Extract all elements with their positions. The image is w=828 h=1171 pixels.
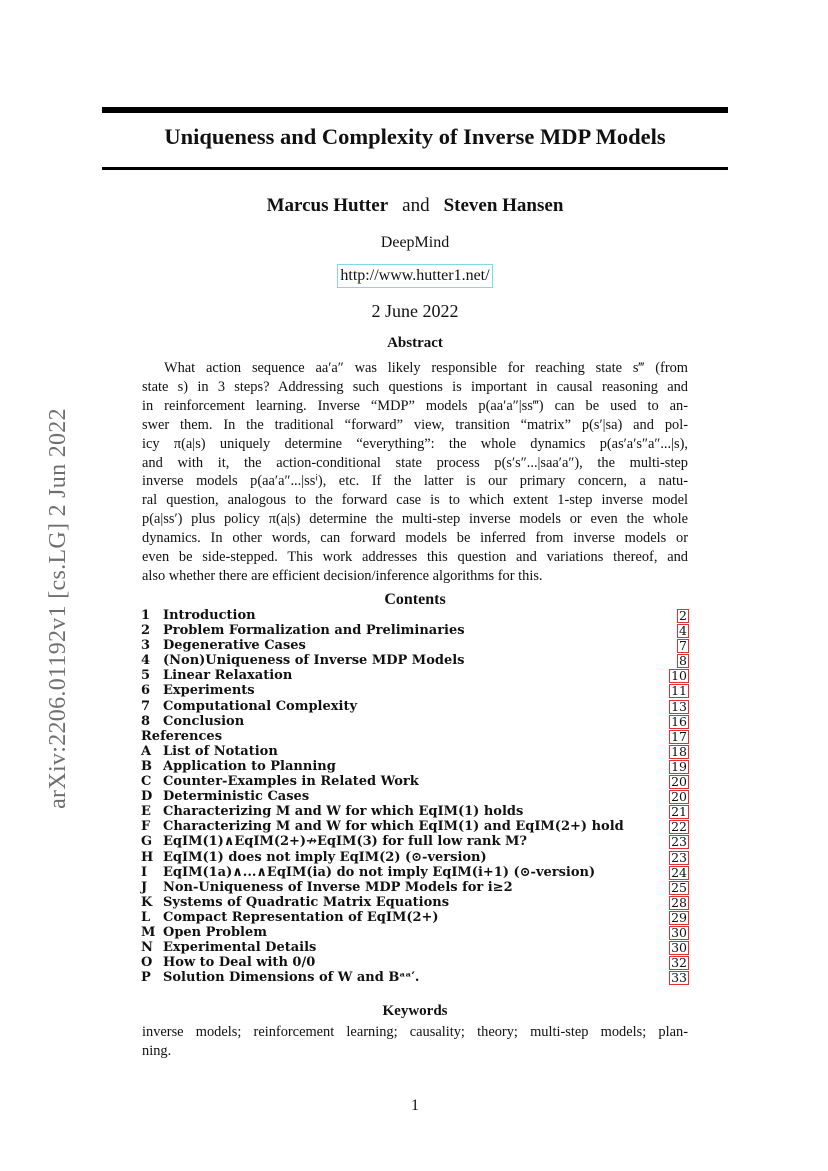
- toc-number: O: [141, 955, 153, 971]
- toc-entry[interactable]: [141, 699, 689, 714]
- toc-title: Application to Planning: [163, 758, 336, 774]
- toc-title: Introduction: [163, 608, 256, 623]
- toc-title: Characterizing M and W for which EqIM(1) and EqIM(2+) hold: [163, 819, 624, 835]
- toc-title: (Non)Uniqueness of Inverse MDP Models: [163, 653, 465, 669]
- toc-page-link[interactable]: 23: [671, 849, 687, 865]
- toc-page-link[interactable]: 4: [679, 623, 687, 639]
- abstract-line: also whether there are efficient decision/inference algorithms for this.: [142, 567, 543, 584]
- toc-page-link[interactable]: 30: [671, 924, 687, 940]
- abstract-heading: Abstract: [387, 335, 443, 351]
- toc-title: Non-Uniqueness of Inverse MDP Models for i≥2: [163, 879, 513, 895]
- abstract-line: dynamics. In other words, can forward models be inferred from inverse models or: [142, 530, 688, 547]
- abstract-line: p(a|ss′) plus policy π(a|s) determine the multi-step inverse models or even the whole: [142, 511, 688, 528]
- abstract-line: inverse models p(aa′a″...|ssⁱ), etc. If the latter is our primary concern, a natu-: [142, 473, 688, 490]
- toc-title: Experiments: [163, 683, 255, 699]
- toc-page-link[interactable]: 19: [671, 758, 687, 774]
- toc-entry[interactable]: [141, 955, 689, 970]
- author-line: [102, 195, 728, 217]
- toc-title: Open Problem: [163, 924, 268, 940]
- toc-number: L: [141, 909, 151, 925]
- keywords-line: ning.: [142, 1043, 172, 1059]
- toc-title: Solution Dimensions of W and Bᵃᵃ′.: [163, 970, 420, 986]
- toc-page-link[interactable]: 17: [671, 728, 687, 744]
- toc-title: EqIM(1a)∧...∧EqIM(ia) do not imply EqIM(i+1) (⊙-version): [163, 864, 596, 880]
- toc-entry[interactable]: [141, 895, 689, 910]
- keywords-heading: Keywords: [382, 1003, 448, 1019]
- toc-title: EqIM(1)∧EqIM(2+)↛EqIM(3) for full low rank M?: [163, 834, 527, 850]
- table-of-contents: [141, 608, 689, 985]
- toc-title: Experimental Details: [163, 940, 317, 956]
- toc-number: F: [141, 819, 151, 835]
- abstract-line: and with it, the action-conditional state process p(s′s″...|saa′a″), the multi-step: [142, 454, 688, 471]
- toc-number: N: [141, 940, 153, 956]
- toc-page-link[interactable]: 30: [671, 940, 687, 956]
- toc-page-link[interactable]: 25: [671, 879, 687, 895]
- toc-number: E: [141, 804, 151, 820]
- toc-page-link[interactable]: 33: [671, 970, 687, 986]
- homepage-link[interactable]: http://www.hutter1.net/: [337, 264, 492, 288]
- toc-page-link[interactable]: 16: [671, 713, 687, 729]
- toc-page-link[interactable]: 29: [671, 909, 687, 925]
- title-rule-bottom: [102, 167, 728, 170]
- toc-title: Conclusion: [163, 713, 245, 729]
- abstract-line: ral question, analogous to the forward case is to which extent 1-step inverse model: [142, 492, 688, 509]
- toc-page-link[interactable]: 24: [671, 864, 687, 880]
- toc-entry[interactable]: [141, 668, 689, 683]
- toc-page-link[interactable]: 8: [679, 653, 687, 669]
- toc-page-link[interactable]: 32: [671, 955, 687, 971]
- affiliation: DeepMind: [380, 234, 450, 251]
- toc-title: Degenerative Cases: [163, 638, 306, 654]
- keywords-line: inverse models; reinforcement learning; causality; theory; multi-step models; plan-: [142, 1024, 688, 1040]
- toc-title: EqIM(1) does not imply EqIM(2) (⊙-version): [163, 849, 487, 865]
- toc-number: B: [141, 758, 152, 774]
- toc-page-link[interactable]: 7: [679, 638, 687, 654]
- abstract-line: swer them. In the traditional “forward” view, transition “matrix” p(s′|sa) and pol-: [142, 416, 688, 433]
- toc-page-link[interactable]: 23: [671, 834, 687, 850]
- toc-number: J: [141, 879, 148, 895]
- abstract-line: even be side-stepped. This work addresses this question and variations thereof, and: [142, 549, 688, 566]
- toc-entry[interactable]: [141, 774, 689, 789]
- toc-number: 3: [141, 638, 151, 654]
- toc-title: Linear Relaxation: [163, 668, 293, 684]
- toc-page-link[interactable]: 10: [671, 668, 687, 684]
- arxiv-stamp-text: arXiv:2206.01192v1 [cs.LG] 2 Jun 2022: [44, 407, 71, 809]
- author-1: Marcus Hutter: [266, 195, 389, 216]
- toc-entry[interactable]: [141, 850, 689, 865]
- toc-number: H: [141, 849, 154, 865]
- toc-entry[interactable]: [141, 638, 689, 653]
- toc-entry[interactable]: [141, 804, 689, 819]
- abstract-line: state s) in 3 steps? Addressing such questions is important in causal reasoning and: [142, 378, 688, 395]
- abstract-body: [142, 359, 688, 586]
- toc-title: References: [141, 728, 223, 744]
- toc-page-link[interactable]: 21: [671, 804, 687, 820]
- toc-title: Computational Complexity: [163, 698, 358, 714]
- toc-number: I: [141, 864, 148, 880]
- publication-date: 2 June 2022: [371, 301, 459, 321]
- toc-number: 1: [141, 608, 151, 623]
- toc-title: Counter-Examples in Related Work: [163, 774, 419, 790]
- toc-number: 4: [141, 653, 151, 669]
- toc-entry[interactable]: [141, 970, 689, 985]
- toc-page-link[interactable]: 2: [679, 608, 687, 623]
- toc-entry[interactable]: [141, 759, 689, 774]
- toc-number: P: [141, 970, 151, 986]
- toc-number: K: [141, 894, 153, 910]
- author-2: Steven Hansen: [443, 195, 564, 216]
- toc-title: Characterizing M and W for which EqIM(1) holds: [163, 804, 524, 820]
- toc-entry[interactable]: [141, 940, 689, 955]
- toc-entry[interactable]: [141, 608, 689, 623]
- toc-entry[interactable]: [141, 789, 689, 804]
- toc-entry[interactable]: [141, 623, 689, 638]
- toc-number: G: [141, 834, 153, 850]
- toc-page-link[interactable]: 18: [671, 743, 687, 759]
- toc-entry[interactable]: [141, 910, 689, 925]
- toc-entry[interactable]: [141, 729, 689, 744]
- paper-title: Uniqueness and Complexity of Inverse MDP Models: [164, 124, 666, 149]
- toc-title: Systems of Quadratic Matrix Equations: [163, 894, 450, 910]
- toc-title: List of Notation: [163, 743, 278, 759]
- toc-page-link[interactable]: 13: [671, 698, 687, 714]
- abstract-line: icy π(a|s) uniquely determine “everything”: the whole dynamics p(as′a′s″a″...|s),: [142, 435, 688, 452]
- toc-page-link[interactable]: 20: [671, 789, 687, 805]
- toc-number: 7: [141, 698, 151, 714]
- toc-number: M: [141, 924, 156, 940]
- page-number: 1: [411, 1097, 419, 1114]
- toc-page-link[interactable]: 28: [671, 894, 687, 910]
- toc-title: Compact Representation of EqIM(2+): [163, 909, 439, 925]
- abstract-line: in reinforcement learning. Inverse “MDP” models p(aa′a″|ss‴) can be used to an-: [142, 397, 688, 414]
- toc-page-link[interactable]: 11: [671, 683, 687, 699]
- toc-entry[interactable]: [141, 744, 689, 759]
- toc-entry[interactable]: [141, 683, 689, 698]
- url-container: [102, 264, 728, 288]
- contents-heading: Contents: [384, 591, 446, 608]
- toc-title: Problem Formalization and Preliminaries: [163, 623, 465, 639]
- toc-page-link[interactable]: 20: [671, 774, 687, 790]
- toc-number: D: [141, 789, 153, 805]
- toc-page-link[interactable]: 22: [671, 819, 687, 835]
- toc-number: C: [141, 774, 152, 790]
- toc-entry[interactable]: [141, 714, 689, 729]
- toc-title: Deterministic Cases: [163, 789, 310, 805]
- keywords-body: [142, 1023, 688, 1061]
- toc-entry[interactable]: [141, 819, 689, 834]
- toc-entry[interactable]: [141, 880, 689, 895]
- toc-entry[interactable]: [141, 834, 689, 849]
- title-rule-top: [102, 107, 728, 113]
- toc-number: 2: [141, 623, 151, 639]
- arxiv-stamp: [38, 376, 78, 840]
- toc-number: A: [141, 743, 152, 759]
- abstract-line: What action sequence aa′a″ was likely responsible for reaching state s‴ (from: [164, 360, 688, 376]
- author-conjunction: and: [402, 195, 430, 216]
- toc-entry[interactable]: [141, 925, 689, 940]
- toc-entry[interactable]: [141, 865, 689, 880]
- toc-number: 6: [141, 683, 151, 699]
- toc-number: 5: [141, 668, 151, 684]
- toc-entry[interactable]: [141, 653, 689, 668]
- toc-number: 8: [141, 713, 151, 729]
- toc-title: How to Deal with 0/0: [163, 955, 316, 971]
